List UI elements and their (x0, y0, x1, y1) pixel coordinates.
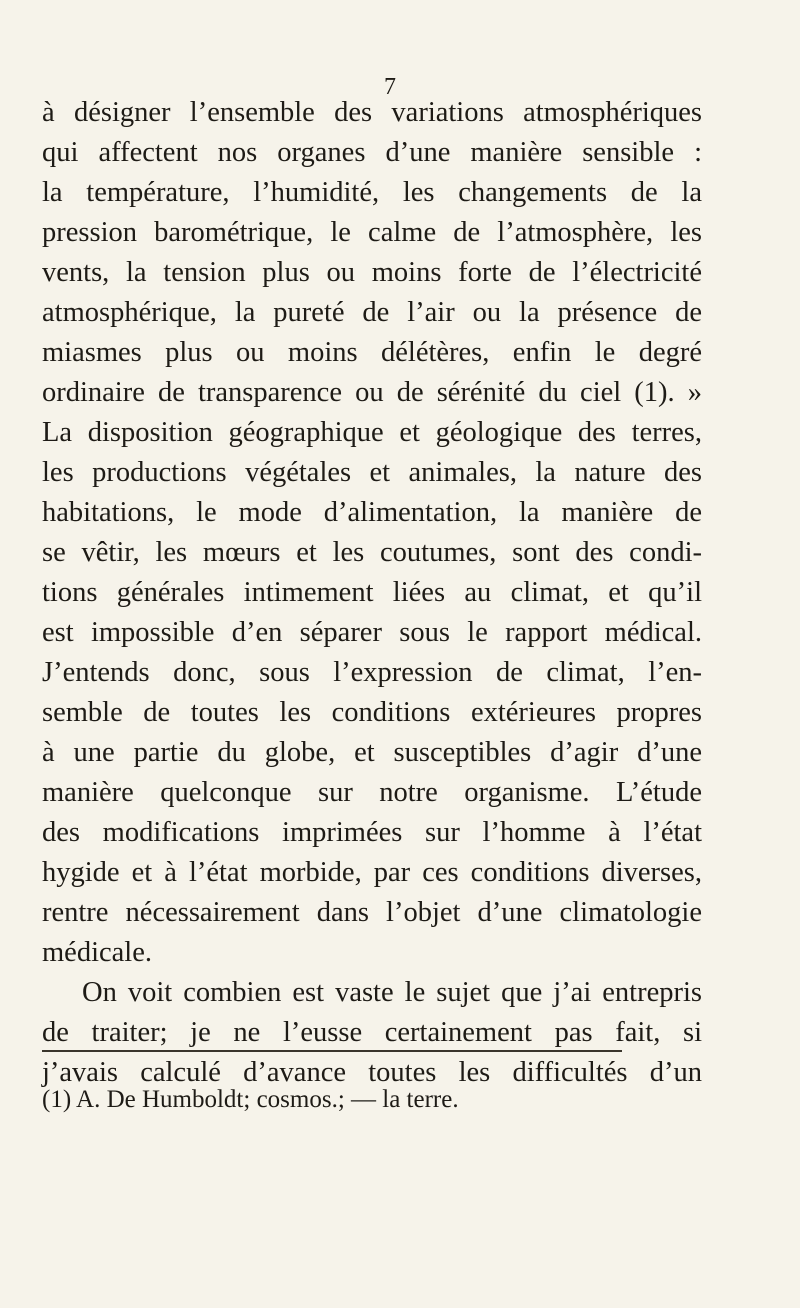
text-line: La disposition géographique et géologique des terres, (42, 417, 702, 448)
page-number: 7 (384, 74, 396, 100)
footnote-divider (42, 1050, 622, 1052)
text-line: j’avais calculé d’avance toutes les difficultés d’un (42, 1057, 702, 1088)
text-line: habitations, le mode d’alimentation, la manière de (42, 497, 702, 528)
text-line: à une partie du globe, et susceptibles d’agir d’une (42, 737, 702, 768)
text-line: qui affectent nos organes d’une manière sensible : (42, 137, 702, 168)
text-line: se vêtir, les mœurs et les coutumes, sont des condi- (42, 537, 702, 568)
text-line: manière quelconque sur notre organisme. L’étude (42, 777, 702, 808)
text-line: J’entends donc, sous l’expression de climat, l’en- (42, 657, 702, 688)
text-line: semble de toutes les conditions extérieures propres (42, 697, 702, 728)
text-line: est impossible d’en séparer sous le rapport médical. (42, 617, 702, 648)
text-line: vents, la tension plus ou moins forte de l’électricité (42, 257, 702, 288)
footnote: (1) A. De Humboldt; cosmos.; — la terre. (42, 1086, 459, 1113)
text-line: ordinaire de transparence ou de sérénité du ciel (1). » (42, 377, 702, 408)
text-line: la température, l’humidité, les changements de la (42, 177, 702, 208)
text-line: de traiter; je ne l’eusse certainement pas fait, si (42, 1017, 702, 1048)
paragraph-end-line: médicale. (42, 937, 152, 968)
text-line: pression barométrique, le calme de l’atmosphère, les (42, 217, 702, 248)
text-line: rentre nécessairement dans l’objet d’une climatologie (42, 897, 702, 928)
text-line: hygide et à l’état morbide, par ces conditions diverses, (42, 857, 702, 888)
paragraph-start-line: On voit combien est vaste le sujet que j’ai entrepris (82, 977, 702, 1008)
body-text (42, 93, 702, 1093)
text-line: atmosphérique, la pureté de l’air ou la présence de (42, 297, 702, 328)
text-line: à désigner l’ensemble des variations atmosphériques (42, 97, 702, 128)
text-line: tions générales intimement liées au climat, et qu’il (42, 577, 702, 608)
text-line: miasmes plus ou moins délétères, enfin le degré (42, 337, 702, 368)
text-line: les productions végétales et animales, la nature des (42, 457, 702, 488)
text-line: des modifications imprimées sur l’homme à l’état (42, 817, 702, 848)
